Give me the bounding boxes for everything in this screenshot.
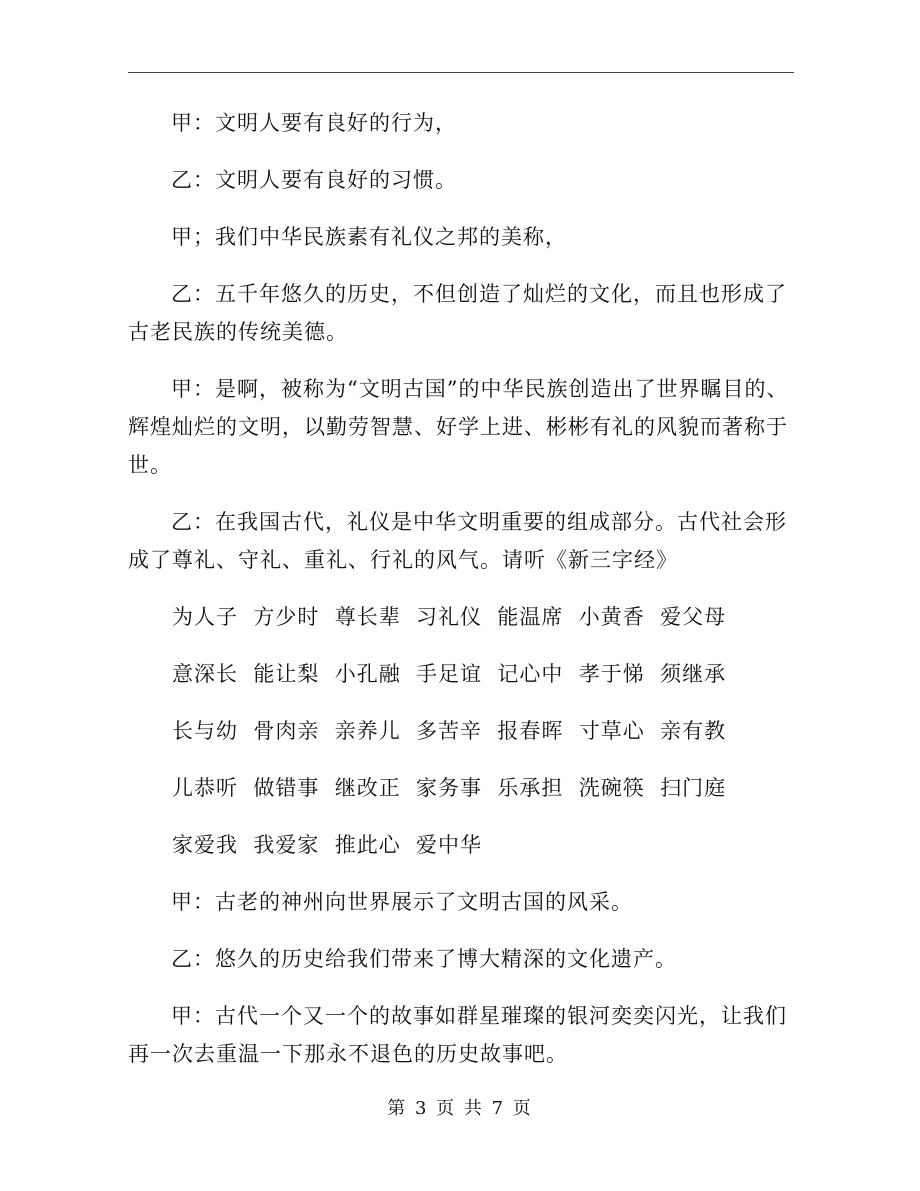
dialogue-paragraph: 乙：悠久的历史给我们带来了博大精深的文化遗产。 (171, 947, 677, 971)
verse-line: 长与幼 骨肉亲 亲养儿 多苦辛 报春晖 寸草心 亲有教 (172, 719, 727, 743)
dialogue-paragraph: 甲：古代一个又一个的故事如群星璀璨的银河奕奕闪光，让我们再一次去重温一下那永不退色的历史故事吧。 (128, 1004, 787, 1066)
dialogue-paragraph: 甲：文明人要有良好的行为， (171, 111, 457, 135)
verse-line: 意深长 能让梨 小孔融 手足谊 记心中 孝于悌 须继承 (172, 662, 727, 686)
header-rule (128, 72, 794, 73)
verse-line: 儿恭听 做错事 继改正 家务事 乐承担 洗碗筷 扫门庭 (172, 776, 727, 800)
verse-line: 家爱我 我爱家 推此心 爱中华 (172, 833, 483, 857)
verse-line: 为人子 方少时 尊长辈 习礼仪 能温席 小黄香 爱父母 (172, 605, 727, 629)
dialogue-paragraph: 乙：文明人要有良好的习惯。 (171, 168, 457, 192)
page-number-footer: 第 3 页 共 7 页 (387, 1098, 533, 1119)
dialogue-paragraph: 甲；我们中华民族素有礼仪之邦的美称， (171, 225, 567, 249)
dialogue-paragraph: 乙：五千年悠久的历史，不但创造了灿烂的文化，而且也形成了古老民族的传统美德。 (128, 282, 787, 344)
dialogue-paragraph: 乙：在我国古代，礼仪是中华文明重要的组成部分。古代社会形成了尊礼、守礼、重礼、行礼的风气。请听《新三字经》 (128, 510, 787, 572)
dialogue-paragraph: 甲：古老的神州向世界展示了文明古国的风采。 (171, 890, 633, 914)
document-body (128, 104, 794, 1092)
dialogue-paragraph: 甲：是啊，被称为“文明古国”的中华民族创造出了世界瞩目的、辉煌灿烂的文明，以勤劳智慧、好学上进、彬彬有礼的风貌而著称于世。 (128, 377, 789, 477)
